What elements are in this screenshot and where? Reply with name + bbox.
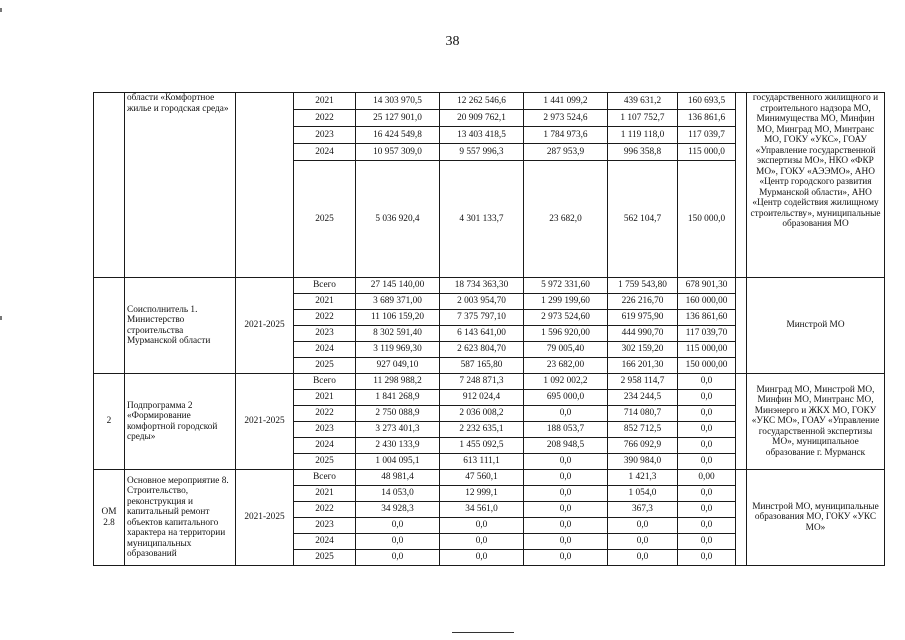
other-cell: 0,0 xyxy=(678,422,736,438)
year-cell: 2023 xyxy=(294,518,356,534)
regional-cell: 208 948,5 xyxy=(524,438,608,454)
regional-cell: 0,0 xyxy=(524,406,608,422)
federal-cell: 12 262 546,6 xyxy=(440,93,524,110)
federal-cell: 7 375 797,10 xyxy=(440,310,524,326)
local-cell: 562 104,7 xyxy=(608,161,678,278)
budget-table xyxy=(93,92,885,566)
regional-cell: 2 973 524,6 xyxy=(524,110,608,127)
year-cell: 2024 xyxy=(294,342,356,358)
local-cell: 0,0 xyxy=(608,518,678,534)
bottom-rule xyxy=(452,632,514,633)
regional-cell: 1 784 973,6 xyxy=(524,127,608,144)
other-cell: 0,0 xyxy=(678,454,736,470)
year-cell: 2021 xyxy=(294,294,356,310)
local-cell: 1 759 543,80 xyxy=(608,278,678,294)
local-cell: 0,0 xyxy=(608,550,678,566)
period-cell: 2021-2025 xyxy=(236,374,294,470)
local-cell: 619 975,90 xyxy=(608,310,678,326)
other-cell: 150 000,00 xyxy=(678,358,736,374)
code-cell xyxy=(94,278,125,374)
federal-cell: 0,0 xyxy=(440,534,524,550)
regional-cell: 1 441 099,2 xyxy=(524,93,608,110)
margin-mark xyxy=(0,316,2,320)
total-cell: 3 119 969,30 xyxy=(356,342,440,358)
local-cell: 226 216,70 xyxy=(608,294,678,310)
year-cell: 2024 xyxy=(294,534,356,550)
year-cell: 2021 xyxy=(294,486,356,502)
year-cell: 2024 xyxy=(294,144,356,161)
federal-cell: 2 036 008,2 xyxy=(440,406,524,422)
regional-cell: 0,0 xyxy=(524,502,608,518)
federal-cell: 2 003 954,70 xyxy=(440,294,524,310)
code-cell: ОМ 2.8 xyxy=(94,470,125,566)
regional-cell: 79 005,40 xyxy=(524,342,608,358)
local-cell: 390 984,0 xyxy=(608,454,678,470)
year-cell: 2025 xyxy=(294,358,356,374)
federal-cell: 34 561,0 xyxy=(440,502,524,518)
gap-cell xyxy=(736,374,747,470)
federal-cell: 47 560,1 xyxy=(440,470,524,486)
period-cell: 2021-2025 xyxy=(236,278,294,374)
other-cell: 115 000,00 xyxy=(678,342,736,358)
other-cell: 0,00 xyxy=(678,470,736,486)
other-cell: 160 693,5 xyxy=(678,93,736,110)
activity-name: Основное мероприятие 8. Строительство, реконструкция и капитальный ремонт объектов капитального характера на территории муниципальных образований xyxy=(125,470,236,566)
regional-cell: 0,0 xyxy=(524,486,608,502)
table-row xyxy=(94,470,885,486)
federal-cell: 0,0 xyxy=(440,550,524,566)
total-cell: 10 957 309,0 xyxy=(356,144,440,161)
other-cell: 117 039,70 xyxy=(678,326,736,342)
total-cell: 5 036 920,4 xyxy=(356,161,440,278)
year-cell: 2025 xyxy=(294,550,356,566)
total-cell: 11 106 159,20 xyxy=(356,310,440,326)
federal-cell: 4 301 133,7 xyxy=(440,161,524,278)
other-cell: 150 000,0 xyxy=(678,161,736,278)
local-cell: 2 958 114,7 xyxy=(608,374,678,390)
margin-mark xyxy=(0,8,2,12)
other-cell: 160 000,00 xyxy=(678,294,736,310)
total-cell: 1 004 095,1 xyxy=(356,454,440,470)
other-cell: 115 000,0 xyxy=(678,144,736,161)
table-row xyxy=(94,278,885,294)
other-cell: 117 039,7 xyxy=(678,127,736,144)
total-cell: 0,0 xyxy=(356,534,440,550)
federal-cell: 0,0 xyxy=(440,518,524,534)
year-cell: Всего xyxy=(294,470,356,486)
local-cell: 439 631,2 xyxy=(608,93,678,110)
coexecutor-name: Соисполнитель 1. Министерство строительства Мурманской области xyxy=(125,278,236,374)
local-cell: 302 159,20 xyxy=(608,342,678,358)
year-cell: 2023 xyxy=(294,326,356,342)
regional-cell: 287 953,9 xyxy=(524,144,608,161)
total-cell: 1 841 268,9 xyxy=(356,390,440,406)
total-cell: 8 302 591,40 xyxy=(356,326,440,342)
responsible-cell: Минстрой МО xyxy=(747,278,885,374)
other-cell: 0,0 xyxy=(678,390,736,406)
local-cell: 996 358,8 xyxy=(608,144,678,161)
federal-cell: 912 024,4 xyxy=(440,390,524,406)
regional-cell: 0,0 xyxy=(524,454,608,470)
local-cell: 234 244,5 xyxy=(608,390,678,406)
total-cell: 2 750 088,9 xyxy=(356,406,440,422)
year-cell: 2023 xyxy=(294,127,356,144)
federal-cell: 20 909 762,1 xyxy=(440,110,524,127)
local-cell: 766 092,9 xyxy=(608,438,678,454)
year-cell: 2022 xyxy=(294,502,356,518)
local-cell: 0,0 xyxy=(608,534,678,550)
federal-cell: 18 734 363,30 xyxy=(440,278,524,294)
other-cell: 0,0 xyxy=(678,502,736,518)
local-cell: 1 421,3 xyxy=(608,470,678,486)
other-cell: 136 861,6 xyxy=(678,110,736,127)
page-number: 38 xyxy=(445,34,460,49)
year-cell: 2025 xyxy=(294,454,356,470)
local-cell: 1 107 752,7 xyxy=(608,110,678,127)
other-cell: 0,0 xyxy=(678,486,736,502)
other-cell: 136 861,60 xyxy=(678,310,736,326)
total-cell: 14 303 970,5 xyxy=(356,93,440,110)
block-2 xyxy=(94,278,885,374)
total-cell: 48 981,4 xyxy=(356,470,440,486)
regional-cell: 0,0 xyxy=(524,534,608,550)
regional-cell: 1 092 002,2 xyxy=(524,374,608,390)
period-cell xyxy=(236,93,294,278)
regional-cell: 5 972 331,60 xyxy=(524,278,608,294)
other-cell: 0,0 xyxy=(678,406,736,422)
local-cell: 1 054,0 xyxy=(608,486,678,502)
other-cell: 0,0 xyxy=(678,374,736,390)
total-cell: 3 273 401,3 xyxy=(356,422,440,438)
gap-cell xyxy=(736,470,747,566)
responsible-cell: государственного жилищного и строительного надзора МО, Минимущества МО, Минфин МО, Минград МО, Минтранс МО, ГОКУ «УКС», ГОАУ «Управление государственной экспертизы МО», НКО «ФКР МО», ГОКУ «АЭЭМО», АНО «Центр городского развития Мурманской области», АНО «Центр содействия жилищному строительству», муниципальные образования МО xyxy=(747,93,885,278)
federal-cell: 613 111,1 xyxy=(440,454,524,470)
other-cell: 678 901,30 xyxy=(678,278,736,294)
year-cell: 2022 xyxy=(294,406,356,422)
year-cell: Всего xyxy=(294,278,356,294)
period-cell: 2021-2025 xyxy=(236,470,294,566)
total-cell: 0,0 xyxy=(356,550,440,566)
federal-cell: 13 403 418,5 xyxy=(440,127,524,144)
other-cell: 0,0 xyxy=(678,438,736,454)
total-cell: 927 049,10 xyxy=(356,358,440,374)
regional-cell: 23 682,00 xyxy=(524,358,608,374)
block-1 xyxy=(94,93,885,278)
year-cell: 2021 xyxy=(294,390,356,406)
local-cell: 444 990,70 xyxy=(608,326,678,342)
local-cell: 714 080,7 xyxy=(608,406,678,422)
total-cell: 34 928,3 xyxy=(356,502,440,518)
other-cell: 0,0 xyxy=(678,550,736,566)
regional-cell: 2 973 524,60 xyxy=(524,310,608,326)
local-cell: 367,3 xyxy=(608,502,678,518)
federal-cell: 1 455 092,5 xyxy=(440,438,524,454)
year-cell: 2022 xyxy=(294,110,356,127)
block-4 xyxy=(94,470,885,566)
gap-cell xyxy=(736,93,747,278)
total-cell: 27 145 140,00 xyxy=(356,278,440,294)
year-cell: 2022 xyxy=(294,310,356,326)
other-cell: 0,0 xyxy=(678,518,736,534)
regional-cell: 1 299 199,60 xyxy=(524,294,608,310)
local-cell: 166 201,30 xyxy=(608,358,678,374)
year-cell: 2025 xyxy=(294,161,356,278)
regional-cell: 0,0 xyxy=(524,470,608,486)
subprogram-name: Подпрограмма 2 «Формирование комфортной городской среды» xyxy=(125,374,236,470)
total-cell: 2 430 133,9 xyxy=(356,438,440,454)
regional-cell: 0,0 xyxy=(524,518,608,534)
year-cell: 2021 xyxy=(294,93,356,110)
year-cell: 2023 xyxy=(294,422,356,438)
total-cell: 25 127 901,0 xyxy=(356,110,440,127)
other-cell: 0,0 xyxy=(678,534,736,550)
block-3 xyxy=(94,374,885,470)
regional-cell: 1 596 920,00 xyxy=(524,326,608,342)
federal-cell: 9 557 996,3 xyxy=(440,144,524,161)
table-row xyxy=(94,374,885,390)
total-cell: 11 298 988,2 xyxy=(356,374,440,390)
federal-cell: 6 143 641,00 xyxy=(440,326,524,342)
code-cell xyxy=(94,93,125,278)
federal-cell: 12 999,1 xyxy=(440,486,524,502)
local-cell: 1 119 118,0 xyxy=(608,127,678,144)
local-cell: 852 712,5 xyxy=(608,422,678,438)
year-cell: 2024 xyxy=(294,438,356,454)
gap-cell xyxy=(736,278,747,374)
regional-cell: 188 053,7 xyxy=(524,422,608,438)
year-cell: Всего xyxy=(294,374,356,390)
total-cell: 3 689 371,00 xyxy=(356,294,440,310)
regional-cell: 0,0 xyxy=(524,550,608,566)
federal-cell: 2 232 635,1 xyxy=(440,422,524,438)
program-name: области «Комфортное жилье и городская среда» xyxy=(125,93,236,278)
total-cell: 0,0 xyxy=(356,518,440,534)
code-cell: 2 xyxy=(94,374,125,470)
responsible-cell: Минград МО, Минстрой МО, Минфин МО, Минтранс МО, Минэнерго и ЖКХ МО, ГОКУ «УКС МО», ГОАУ «Управление государственной экспертизы МО», муниципальное образование г. Мурманск xyxy=(747,374,885,470)
federal-cell: 587 165,80 xyxy=(440,358,524,374)
regional-cell: 695 000,0 xyxy=(524,390,608,406)
federal-cell: 2 623 804,70 xyxy=(440,342,524,358)
responsible-cell: Минстрой МО, муниципальные образования МО, ГОКУ «УКС МО» xyxy=(747,470,885,566)
table-row xyxy=(94,93,885,110)
regional-cell: 23 682,0 xyxy=(524,161,608,278)
total-cell: 14 053,0 xyxy=(356,486,440,502)
total-cell: 16 424 549,8 xyxy=(356,127,440,144)
federal-cell: 7 248 871,3 xyxy=(440,374,524,390)
